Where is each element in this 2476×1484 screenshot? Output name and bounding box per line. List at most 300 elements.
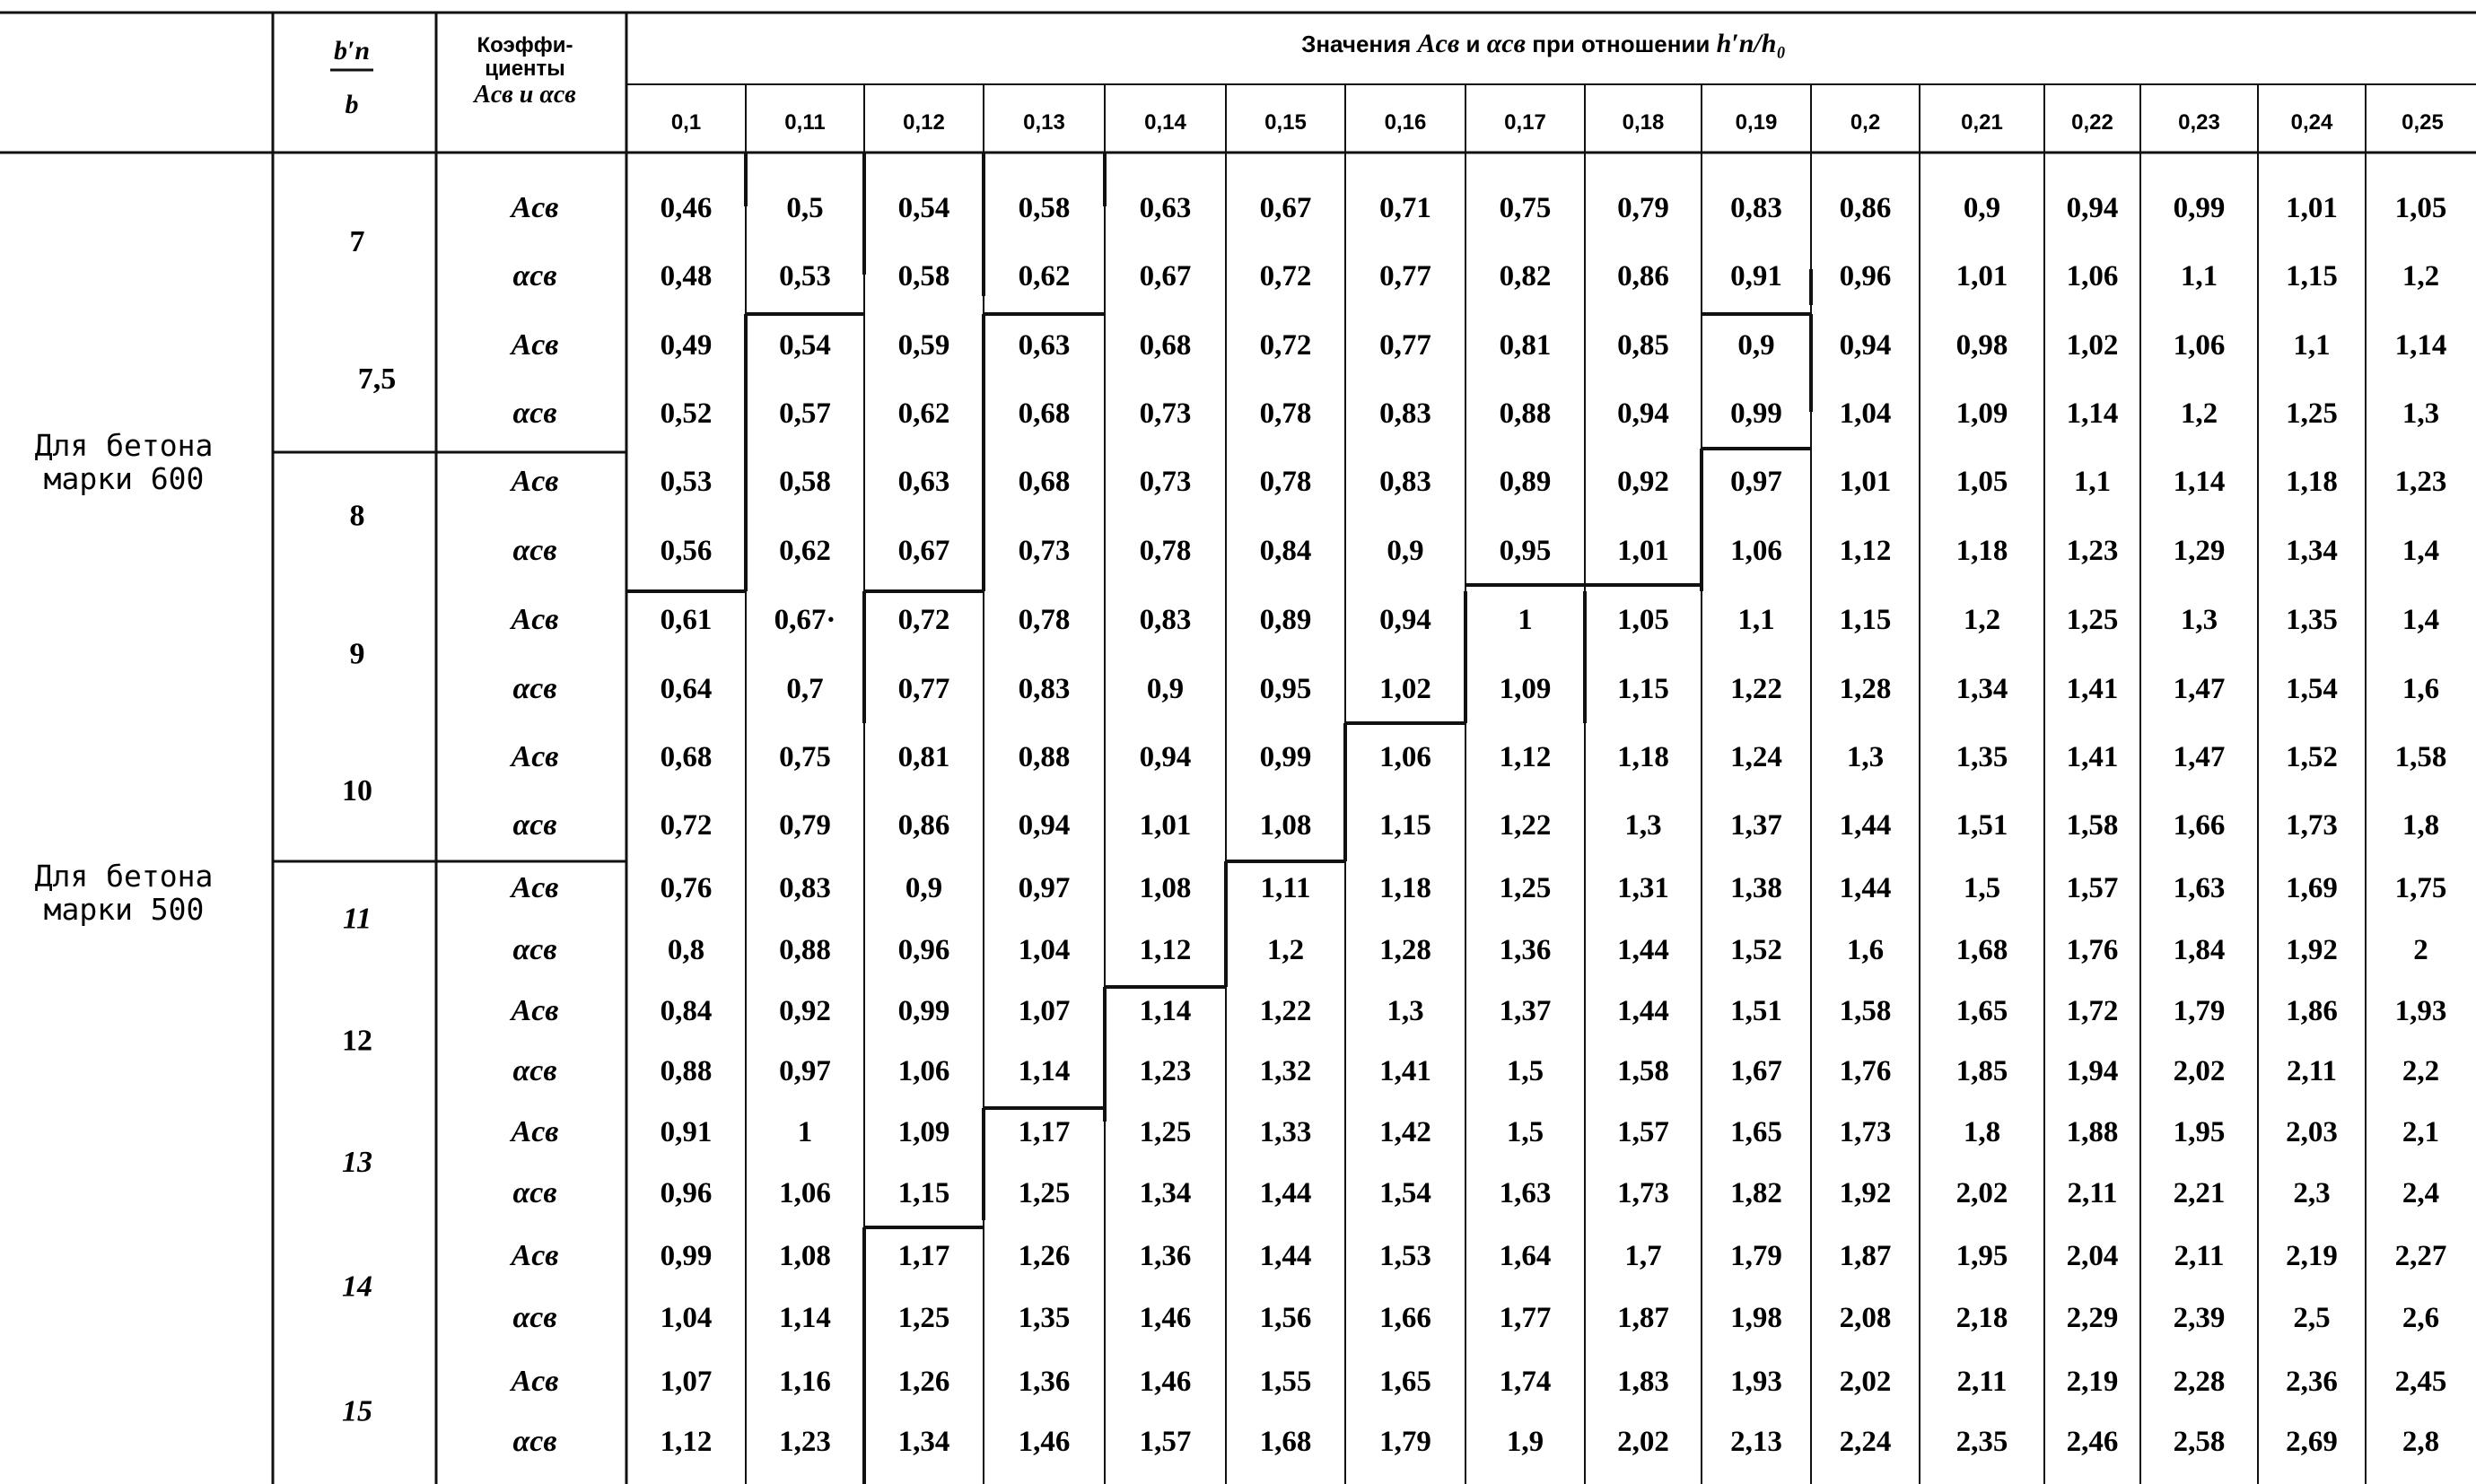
table-cell: 0,77 (897, 673, 950, 705)
table-body (342, 191, 2446, 1458)
table-cell: 0,97 (779, 1055, 831, 1087)
coef-label-alpha: αсв (512, 808, 557, 842)
table-cell: 1,02 (1379, 673, 1431, 705)
table-cell: 2,69 (2286, 1426, 2338, 1458)
table-cell: 1,28 (1379, 934, 1431, 966)
coef-label-alpha: αсв (512, 397, 557, 430)
table-cell: 1,23 (2394, 466, 2447, 498)
table-cell: 1,72 (2066, 995, 2119, 1027)
column-header: 0,22 (2071, 110, 2113, 135)
table-cell: 0,72 (1259, 329, 1312, 362)
table-cell: 0,94 (1617, 397, 1669, 430)
table-cell: 1,53 (1379, 1240, 1431, 1272)
table-cell: 0,7 (786, 673, 824, 705)
table-cell: 0,86 (1839, 192, 1892, 224)
table-cell: 0,54 (779, 329, 831, 362)
table-cell: 0,99 (1259, 741, 1312, 773)
table-cell: 2,04 (2066, 1240, 2119, 1272)
table-cell: 0,83 (779, 872, 831, 904)
table-cell: 0,58 (1018, 192, 1071, 224)
table-cell: 1,25 (1018, 1177, 1071, 1209)
table-cell: 1,02 (2066, 329, 2119, 362)
table-cell: 0,9 (1737, 329, 1775, 362)
table-cell: 2,3 (2293, 1177, 2331, 1209)
table-cell: 2,28 (2173, 1366, 2226, 1398)
column-header: 0,14 (1144, 110, 1186, 135)
ratio-label: 12 (342, 1024, 372, 1058)
table-cell: 1,22 (1259, 995, 1312, 1027)
table-cell: 1,22 (1499, 809, 1552, 842)
table-cell: 1,86 (2286, 995, 2338, 1027)
table-cell: 1,55 (1259, 1366, 1312, 1398)
table-cell: 1,2 (1266, 934, 1305, 966)
table-cell: 1,66 (2173, 809, 2226, 842)
table-cell: 0,75 (1499, 192, 1552, 224)
table-cell: 2 (2413, 934, 2428, 966)
table-cell: 1,33 (1259, 1116, 1312, 1148)
ratio-label: 11 (342, 902, 372, 936)
table-cell: 1,87 (1839, 1240, 1892, 1272)
table-cell: 2,08 (1839, 1302, 1892, 1334)
table-cell: 1,52 (2286, 741, 2338, 773)
table-cell: 1,23 (1139, 1055, 1192, 1087)
table-cell: 1,82 (1730, 1177, 1782, 1209)
table-cell: 1,79 (1379, 1426, 1431, 1458)
table-cell: 2,13 (1730, 1426, 1782, 1458)
table-cell: 1,51 (1730, 995, 1782, 1027)
table-cell: 1,73 (1839, 1116, 1892, 1148)
table-cell: 1,76 (2066, 934, 2119, 966)
column-header: 0,17 (1504, 110, 1546, 135)
table-cell: 2,11 (2067, 1177, 2118, 1209)
table-cell: 1,94 (2066, 1055, 2119, 1087)
table-cell: 0,63 (1139, 192, 1192, 224)
table-cell: 2,19 (2286, 1240, 2338, 1272)
table-cell: 1,3 (2402, 397, 2440, 430)
table-cell: 1,14 (779, 1302, 831, 1334)
table-cell: 0,53 (660, 466, 713, 498)
table-cell: 0,96 (897, 934, 950, 966)
table-cell: 0,79 (1617, 192, 1669, 224)
coef-label-a: Aсв (511, 871, 559, 904)
table-cell: 0,78 (1018, 604, 1071, 636)
table-cell: 1,25 (1139, 1116, 1192, 1148)
table-cell: 1,04 (1839, 397, 1892, 430)
table-cell: 0,71 (1379, 192, 1431, 224)
table-cell: 0,99 (660, 1240, 713, 1272)
table-cell: 2,02 (1617, 1426, 1669, 1458)
table-cell: 1,35 (2286, 604, 2338, 636)
table-cell: 0,83 (1379, 397, 1431, 430)
table-cell: 1,15 (1617, 673, 1669, 705)
table-cell: 1,08 (1139, 872, 1192, 904)
table-cell: 1,15 (1839, 604, 1892, 636)
table-cell: 2,6 (2402, 1302, 2440, 1334)
table-cell: 1,15 (897, 1177, 950, 1209)
table-cell: 1,09 (1955, 397, 2008, 430)
table-cell: 1,18 (1955, 535, 2008, 567)
column-header: 0,1 (670, 110, 702, 135)
coef-label-a: Aсв (511, 1365, 559, 1398)
table-cell: 0,99 (1730, 397, 1782, 430)
table-cell: 1,93 (2394, 995, 2447, 1027)
table-cell: 1,6 (2402, 673, 2440, 705)
table-cell: 0,58 (779, 466, 831, 498)
table-cell: 2,4 (2402, 1177, 2440, 1209)
table-cell: 1,35 (1018, 1302, 1071, 1334)
header-coef-line1: Коэффи- (477, 33, 573, 57)
coef-label-alpha: αсв (512, 1425, 557, 1458)
table-cell: 0,68 (1018, 397, 1071, 430)
table-cell: 0,9 (1146, 673, 1185, 705)
table-cell: 1,34 (2286, 535, 2338, 567)
ratio-label: 14 (342, 1270, 372, 1304)
table-cell: 0,54 (897, 192, 950, 224)
table-cell: 2,1 (2402, 1116, 2440, 1148)
table-cell: 1,23 (779, 1426, 831, 1458)
column-header: 0,25 (2402, 110, 2444, 135)
table-cell: 1,09 (1499, 673, 1552, 705)
table-cell: 2,11 (2287, 1055, 2337, 1087)
table-cell: 1,57 (1617, 1116, 1669, 1148)
table-cell: 0,9 (1387, 535, 1424, 567)
table-cell: 1,5 (1506, 1116, 1544, 1148)
coef-label-a: Aсв (511, 740, 559, 773)
table-cell: 0,77 (1379, 260, 1431, 292)
table-cell: 1,14 (1139, 995, 1192, 1027)
header-ratio-numerator: b′п (333, 36, 371, 65)
header-title: Значения Aсв и αсв при отношении h′п/h₀ (1301, 29, 1786, 58)
table-cell: 1,79 (1730, 1240, 1782, 1272)
table-cell: 2,39 (2173, 1302, 2226, 1334)
table-cell: 1,4 (2402, 535, 2440, 567)
table-cell: 0,63 (897, 466, 950, 498)
table-cell: 0,56 (660, 535, 713, 567)
table-cell: 1,67 (1730, 1055, 1782, 1087)
coef-label-a: Aсв (511, 465, 559, 498)
table-cell: 1,87 (1617, 1302, 1669, 1334)
table-cell: 0,99 (897, 995, 950, 1027)
table-cell: 1,26 (1018, 1240, 1071, 1272)
coef-label-alpha: αсв (512, 933, 557, 966)
column-header: 0,19 (1735, 110, 1778, 135)
table-cell: 0,57 (779, 397, 831, 430)
table-cell: 1,68 (1955, 934, 2008, 966)
column-header: 0,13 (1023, 110, 1065, 135)
table-cell: 0,91 (660, 1116, 713, 1148)
coef-label-alpha: αсв (512, 259, 557, 292)
table-cell: 1,85 (1955, 1055, 2008, 1087)
table-cell: 1,16 (779, 1366, 831, 1398)
table-cell: 0,53 (779, 260, 831, 292)
table-cell: 1,37 (1499, 995, 1552, 1027)
table-cell: 0,68 (660, 741, 713, 773)
table-cell: 0,73 (1018, 535, 1071, 567)
table-cell: 1,25 (1499, 872, 1552, 904)
side-label-500-line1: Для бетона (34, 859, 214, 894)
table-cell: 1,11 (1260, 872, 1311, 904)
table-cell: 2,35 (1955, 1426, 2008, 1458)
table-cell: 1,06 (779, 1177, 831, 1209)
table-cell: 1,74 (1499, 1366, 1552, 1398)
table-cell: 1,5 (1963, 872, 2001, 904)
column-header: 0,16 (1384, 110, 1427, 135)
table-cell: 2,02 (1955, 1177, 2008, 1209)
table-cell: 2,46 (2066, 1426, 2119, 1458)
table-cell: 0,78 (1139, 535, 1192, 567)
table-cell: 2,19 (2066, 1366, 2119, 1398)
table-cell: 1,92 (2286, 934, 2338, 966)
table-cell: 1,38 (1730, 872, 1782, 904)
table-cell: 0,84 (1259, 535, 1312, 567)
table-cell: 0,77 (1379, 329, 1431, 362)
coef-label-alpha: αсв (512, 1054, 557, 1087)
table-cell: 1,18 (1379, 872, 1431, 904)
table-cell: 0,78 (1259, 397, 1312, 430)
table-cell: 1,44 (1839, 872, 1892, 904)
column-headers (671, 110, 2444, 135)
table-cell: 0,97 (1018, 872, 1071, 904)
table-cell: 1,31 (1617, 872, 1669, 904)
table-cell: 1,75 (2394, 872, 2447, 904)
coef-label-a: Aсв (511, 994, 559, 1027)
table-cell: 0,82 (1499, 260, 1552, 292)
table-cell: 1,77 (1499, 1302, 1552, 1334)
table-cell: 0,73 (1139, 466, 1192, 498)
table-cell: 0,75 (779, 741, 831, 773)
table-cell: 1,14 (2066, 397, 2119, 430)
table-cell: 0,63 (1018, 329, 1071, 362)
table-cell: 1,5 (1506, 1055, 1544, 1087)
table-cell: 0,99 (2173, 192, 2226, 224)
table-cell: 1,1 (1737, 604, 1775, 636)
table-cell: 1,06 (2173, 329, 2226, 362)
table-cell: 0,97 (1730, 466, 1782, 498)
table-cell: 0,91 (1730, 260, 1782, 292)
coef-label-a: Aсв (511, 603, 559, 636)
table-cell: 1,58 (1839, 995, 1892, 1027)
table-cell: 1,25 (897, 1302, 950, 1334)
table-cell: 1,2 (2180, 397, 2218, 430)
table-cell: 0,81 (1499, 329, 1552, 362)
column-header: 0,21 (1961, 110, 2003, 135)
table-cell: 1,46 (1139, 1366, 1192, 1398)
table-cell: 1,36 (1499, 934, 1552, 966)
table-cell: 0,94 (1379, 604, 1431, 636)
table-cell: 1,01 (1955, 260, 2008, 292)
table-cell: 1,44 (1839, 809, 1892, 842)
table-cell: 1,68 (1259, 1426, 1312, 1458)
table-cell: 2,5 (2293, 1302, 2331, 1334)
table-cell: 1,08 (1259, 809, 1312, 842)
side-label-500 (35, 859, 214, 927)
coef-label-alpha: αсв (512, 1301, 557, 1334)
table-cell: 1,37 (1730, 809, 1782, 842)
table-cell: 0,85 (1617, 329, 1669, 362)
table-cell: 1,63 (2173, 872, 2226, 904)
table-cell: 0,64 (660, 673, 713, 705)
table-cell: 0,67 (1259, 192, 1312, 224)
table-cell: 1,42 (1379, 1116, 1431, 1148)
ratio-label: 15 (342, 1394, 372, 1428)
ratio-label: 8 (349, 499, 365, 533)
table-cell: 1,44 (1259, 1177, 1312, 1209)
table-cell: 0,92 (1617, 466, 1669, 498)
table-cell: 1,8 (1963, 1116, 2001, 1148)
table-cell: 1,73 (2286, 809, 2338, 842)
table-cell: 1,83 (1617, 1366, 1669, 1398)
table-cell: 1,15 (2286, 260, 2338, 292)
table-cell: 0,95 (1499, 535, 1552, 567)
side-label-500-line2: марки 500 (43, 892, 205, 927)
table-cell: 1,65 (1730, 1116, 1782, 1148)
side-label-600 (35, 428, 214, 496)
table-cell: 1,98 (1730, 1302, 1782, 1334)
table-cell: 0,89 (1259, 604, 1312, 636)
table-cell: 0,79 (779, 809, 831, 842)
table-cell: 0,88 (1018, 741, 1071, 773)
table-cell: 0,68 (1018, 466, 1071, 498)
table-cell: 1,1 (2180, 260, 2218, 292)
table-cell: 1,93 (1730, 1366, 1782, 1398)
table-cell: 1,35 (1955, 741, 2008, 773)
table-cell: 1,56 (1259, 1302, 1312, 1334)
table-cell: 2,21 (2173, 1177, 2226, 1209)
header-coef-line2: циенты (485, 57, 565, 81)
table-cell: 1,58 (2394, 741, 2447, 773)
table-cell: 1,36 (1018, 1366, 1071, 1398)
coef-label-a: Aсв (511, 1115, 559, 1148)
table-cell: 0,94 (1839, 329, 1892, 362)
table-cell: 0,68 (1139, 329, 1192, 362)
table-cell: 1,46 (1018, 1426, 1071, 1458)
table-cell: 0,52 (660, 397, 713, 430)
table-cell: 0,86 (897, 809, 950, 842)
ratio-label: 7 (349, 225, 365, 258)
ratio-label: 9 (349, 637, 365, 671)
table-cell: 0,67 (1139, 260, 1192, 292)
table-cell: 2,24 (1839, 1426, 1892, 1458)
table-cell: 1,8 (2402, 809, 2440, 842)
table-cell: 1,41 (2066, 673, 2119, 705)
table-cell: 0,83 (1379, 466, 1431, 498)
column-header: 0,11 (784, 110, 826, 135)
coef-label-a: Aсв (511, 328, 559, 362)
table-cell: 1,6 (1846, 934, 1885, 966)
header-ratio-denominator: b (345, 90, 359, 119)
column-header: 0,18 (1622, 110, 1665, 135)
table-cell: 1,44 (1259, 1240, 1312, 1272)
table-cell: 1 (797, 1116, 813, 1148)
table-cell: 0,62 (897, 397, 950, 430)
table-cell: 1,57 (1139, 1426, 1192, 1458)
table-cell: 1,79 (2173, 995, 2226, 1027)
table-cell: 1 (1518, 604, 1533, 636)
table-cell: 1,17 (897, 1240, 950, 1272)
table-cell: 1,05 (1955, 466, 2008, 498)
table-cell: 1,07 (660, 1366, 713, 1398)
table-cell: 1,05 (2394, 192, 2447, 224)
table-cell: 1,06 (897, 1055, 950, 1087)
table-cell: 0,96 (1839, 260, 1892, 292)
table-cell: 1,04 (1018, 934, 1071, 966)
table-cell: 0,89 (1499, 466, 1552, 498)
table-cell: 1,09 (897, 1116, 950, 1148)
table-cell: 1,06 (1730, 535, 1782, 567)
table-cell: 2,8 (2402, 1426, 2440, 1458)
table-cell: 1,76 (1839, 1055, 1892, 1087)
ratio-label: 7,5 (357, 362, 397, 396)
table-cell: 1,05 (1617, 604, 1669, 636)
table-cell: 1,46 (1139, 1302, 1192, 1334)
table-cell: 1,01 (2286, 192, 2338, 224)
table-cell: 0,49 (660, 329, 713, 362)
table-cell: 0,86 (1617, 260, 1669, 292)
table-cell: 1,88 (2066, 1116, 2119, 1148)
column-header: 0,2 (1850, 110, 1881, 135)
table-cell: 1,54 (2286, 673, 2338, 705)
coef-label-alpha: αсв (512, 1176, 557, 1209)
table-cell: 1,18 (1617, 741, 1669, 773)
table-cell: 1,65 (1379, 1366, 1431, 1398)
header-ratio (330, 36, 373, 119)
table-cell: 1,44 (1617, 934, 1669, 966)
table-cell: 1,4 (2402, 604, 2440, 636)
table-cell: 1,3 (1624, 809, 1662, 842)
table-cell: 2,58 (2173, 1426, 2226, 1458)
table-cell: 1,95 (1955, 1240, 2008, 1272)
table-cell: 2,11 (2174, 1240, 2225, 1272)
table-cell: 1,95 (2173, 1116, 2226, 1148)
table-cell: 1,69 (2286, 872, 2338, 904)
ratio-label: 13 (342, 1146, 372, 1179)
header-coef-line3: Aсв и αсв (474, 81, 576, 109)
side-label-600-line1: Для бетона (34, 428, 214, 463)
table-cell: 1,01 (1839, 466, 1892, 498)
table-cell: 0,62 (779, 535, 831, 567)
table-cell: 0,9 (1963, 192, 2001, 224)
table-cell: 1,36 (1139, 1240, 1192, 1272)
table-cell: 1,29 (2173, 535, 2226, 567)
table-cell: 1,14 (2394, 329, 2447, 362)
table-cell: 0,62 (1018, 260, 1071, 292)
table-cell: 1,58 (1617, 1055, 1669, 1087)
table-cell: 1,12 (1139, 934, 1192, 966)
table-cell: 1,17 (1018, 1116, 1071, 1148)
coef-label-a: Aсв (511, 191, 559, 224)
table-cell: 1,15 (1379, 809, 1431, 842)
table-cell: 1,92 (1839, 1177, 1892, 1209)
table-cell: 0,72 (660, 809, 713, 842)
coef-label-alpha: αсв (512, 672, 557, 705)
table-cell: 1,1 (2073, 466, 2112, 498)
table-cell: 1,51 (1955, 809, 2008, 842)
table-cell: 0,72 (1259, 260, 1312, 292)
column-header: 0,24 (2290, 110, 2333, 135)
table-cell: 2,18 (1955, 1302, 2008, 1334)
table-cell: 2,27 (2394, 1240, 2447, 1272)
table-cell: 0,67 (897, 535, 950, 567)
table-cell: 0,67· (774, 604, 836, 636)
table-cell: 1,3 (1846, 741, 1885, 773)
table-cell: 1,1 (2293, 329, 2331, 362)
table-cell: 0,48 (660, 260, 713, 292)
table-cell: 0,83 (1730, 192, 1782, 224)
column-header: 0,23 (2178, 110, 2220, 135)
table-cell: 0,76 (660, 872, 713, 904)
table-cell: 2,45 (2394, 1366, 2447, 1398)
table-cell: 1,01 (1617, 535, 1669, 567)
